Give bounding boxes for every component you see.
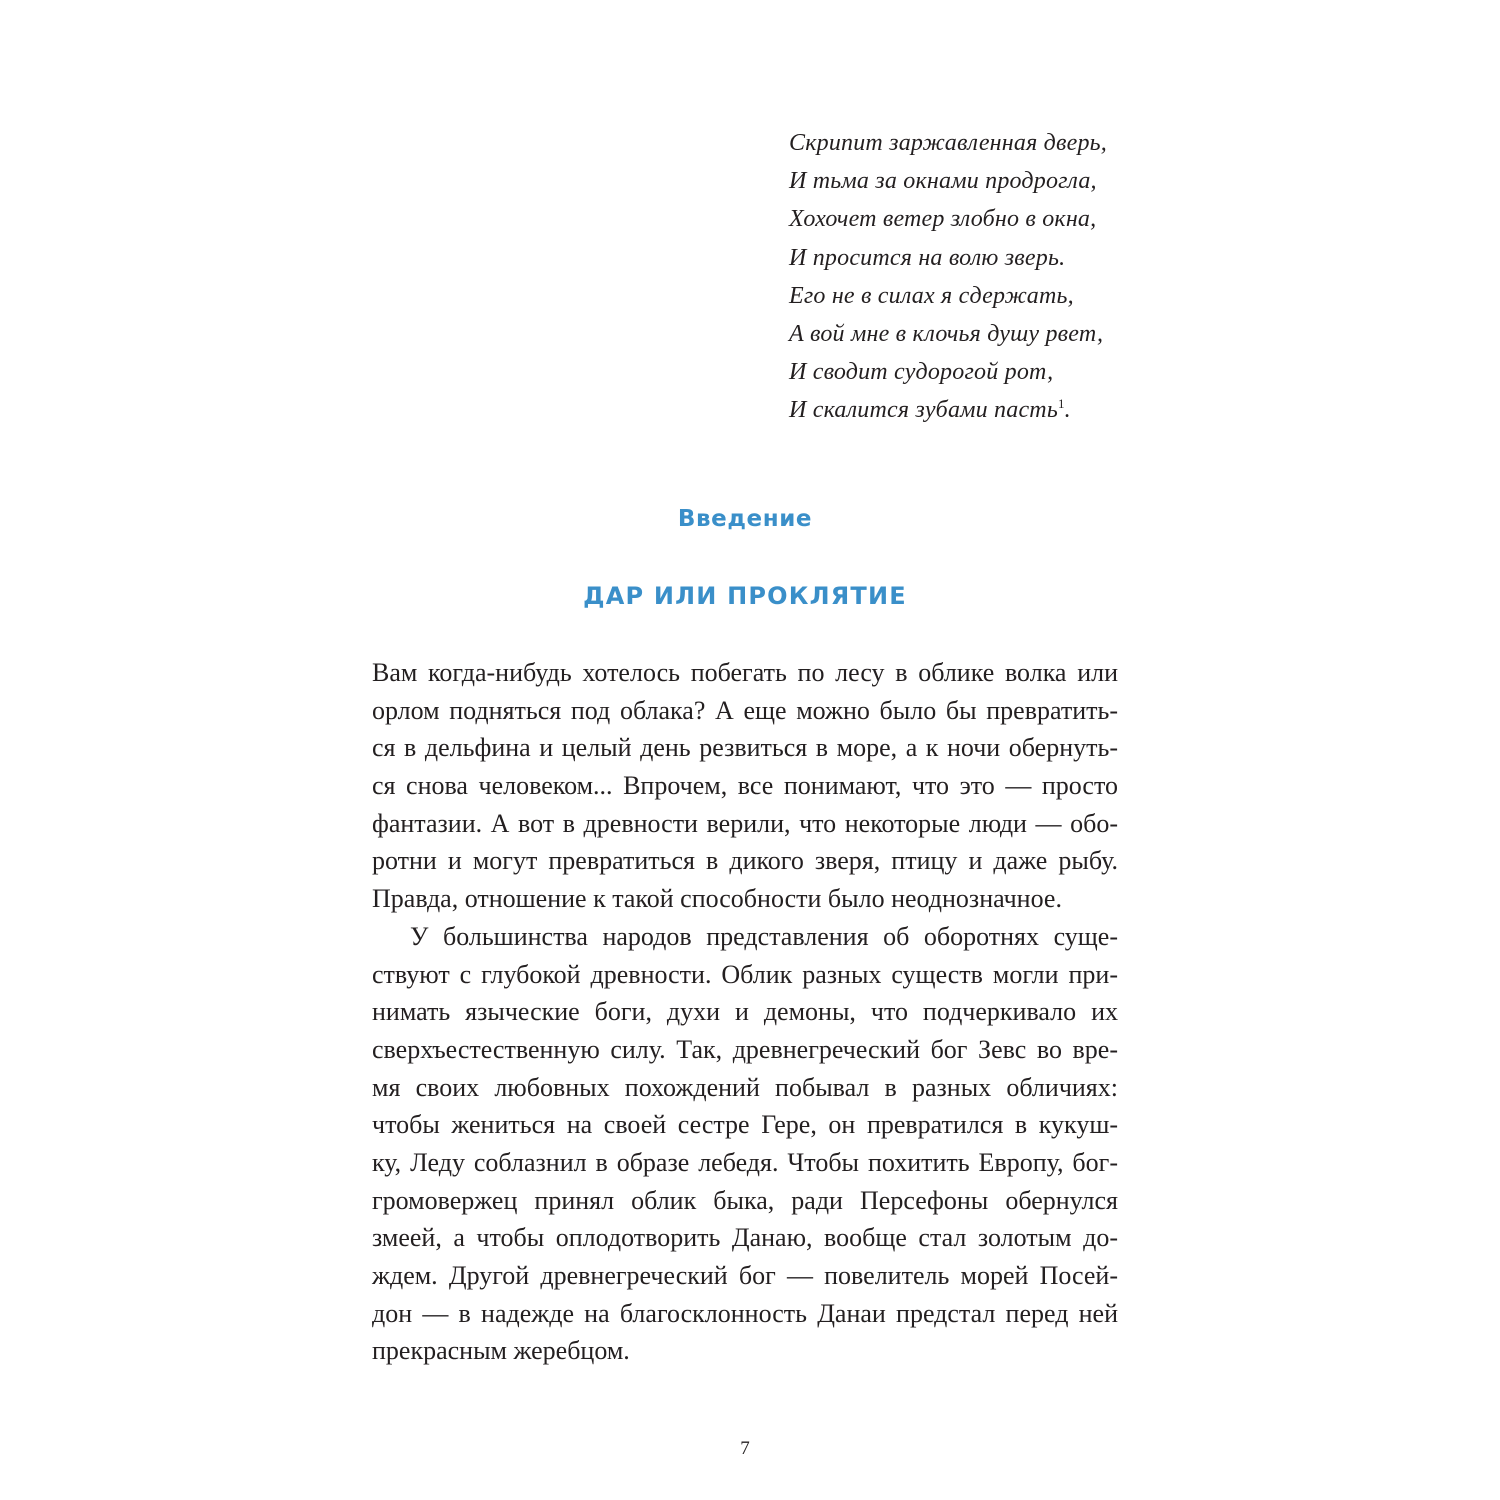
- text-line: У большинства народов представления об оборотнях суще-: [410, 921, 1118, 951]
- verse-line: И просится на волю зверь.: [789, 244, 1066, 271]
- text-line: ся снова человеком... Впрочем, все понимают, что это — просто: [372, 771, 1118, 801]
- text-line: нимать языческие боги, духи и демоны, что подчеркивало их: [372, 997, 1118, 1027]
- chapter-title: ДАР ИЛИ ПРОКЛЯТИЕ: [583, 582, 907, 610]
- verse-line: А вой мне в клочья душу рвет,: [789, 321, 1104, 348]
- text-line: ствуют с глубокой древности. Облик разных существ могли при-: [372, 959, 1118, 989]
- paragraph: [372, 918, 1118, 1370]
- verse-line: И сводит судорогой рот,: [789, 359, 1054, 386]
- epigraph-poem: [789, 124, 1209, 430]
- text-line: ротни и могут превратиться в дикого зверя, птицу и даже рыбу.: [372, 846, 1118, 876]
- text-line: орлом подняться под облака? А еще можно было бы превратить-: [372, 695, 1118, 725]
- text-line: Вам когда-нибудь хотелось побегать по лесу в облике волка или: [372, 658, 1118, 687]
- body-text: [372, 654, 1118, 1370]
- text-line: чтобы жениться на своей сестре Гере, он превратился в кукуш-: [372, 1110, 1118, 1140]
- verse-line: Его не в силах я сдержать,: [789, 282, 1074, 309]
- section-label: Введение: [677, 506, 813, 532]
- text-line: прекрасным жеребцом.: [372, 1336, 630, 1366]
- text-line: дон — в надежде на благосклонность Данаи предстал перед ней: [372, 1298, 1118, 1328]
- text-line: ждем. Другой древнегреческий бог — повелитель морей Посей-: [372, 1261, 1118, 1290]
- verse-line-last: [789, 391, 1209, 429]
- verse-final-punctuation: .: [1064, 397, 1071, 424]
- text-line: змеей, а чтобы оплодотворить Данаю, вообще стал золотым до-: [372, 1223, 1118, 1253]
- verse-line: Скрипит заржавленная дверь,: [789, 130, 1107, 156]
- text-line: фантазии. А вот в древности верили, что некоторые люди — обо-: [372, 808, 1118, 838]
- verse-line: Хохочет ветер злобно в окна,: [789, 206, 1097, 233]
- footnote-reference[interactable]: 1: [1057, 396, 1065, 412]
- text-line: ся в дельфина и целый день резвиться в море, а к ночи обернуть-: [372, 733, 1118, 763]
- text-line: громовержец принял облик быка, ради Персефоны обернулся: [372, 1185, 1118, 1215]
- text-line: сверхъестественную силу. Так, древнегреческий бог Зевс во вре-: [372, 1034, 1118, 1064]
- verse-line-text: И скалится зубами пасть: [789, 397, 1058, 424]
- page-number: 7: [740, 1438, 750, 1459]
- text-line: ку, Леду соблазнил в образе лебедя. Чтобы похитить Европу, бог-: [372, 1147, 1118, 1177]
- paragraph: [372, 654, 1118, 918]
- text-line: мя своих любовных похождений побывал в разных обличиях:: [372, 1072, 1118, 1102]
- verse-line: И тьма за окнами продрогла,: [789, 168, 1097, 195]
- text-line: Правда, отношение к такой способности было неоднозначное.: [372, 884, 1062, 914]
